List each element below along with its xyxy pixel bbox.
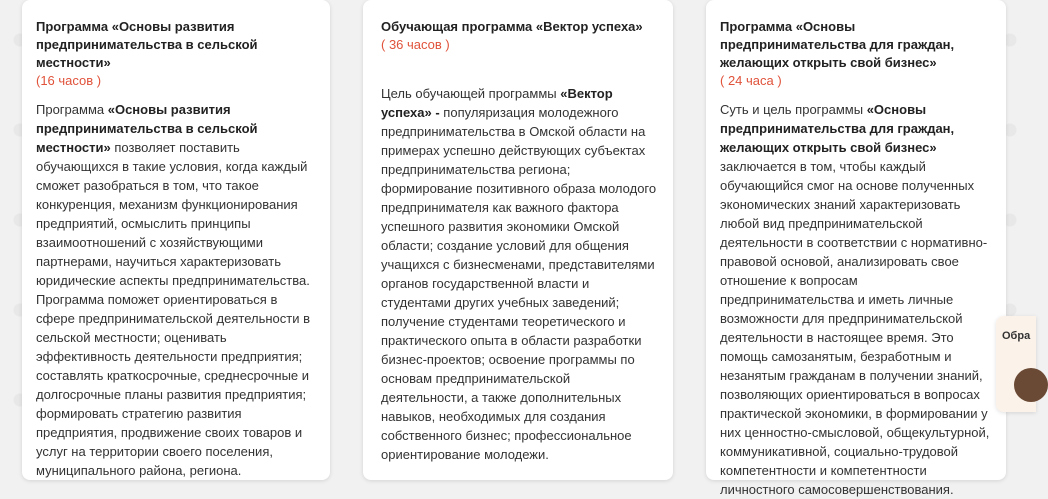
desc-body: позволяет поставить обучающихся в такие условия, когда каждый сможет разобраться в том, что такое конкуренция, механизм функционирования предприятий, осмыслить принципы взаимоотношений с хозяйствующими партнерами, научиться характеризовать юридические аспекты предпринимательства. Программа поможет ориентироваться в сфере предпринимательской деятельности в сельской местности; оценивать эффективность деятельности предприятия; составлять краткосрочные, среднесрочные и долгосрочные планы развития предприятия; формировать стратегию развития предприятия, продвижение своих товаров и услуг на территории своего поселения, муниципального района, региона. (36, 140, 311, 478)
side-tab-label: Обра (1002, 330, 1031, 342)
card-hours: (16 часов ) (36, 73, 102, 88)
card-description (36, 100, 316, 480)
desc-body: популяризация молодежного предпринимательства в Омской области на примерах успешно действующих субъектах предпринимательства региона; формирование позитивного образа молодого предпринимателя как важного фактора успешного развития экономики Омской области; создание условий для общения учащихся с бизнесменами, представителями органов государственной власти и студентами других учебных заведений; получение студентами теоретического и практического опыта в области разработки бизнес-проектов; освоение программы по основам предпринимательской деятельности, а также дополнительных навыков, необходимых для создания собственного бизнес; профессиональное ориентирование молодежи. (381, 105, 657, 462)
desc-prefix: Суть и цель программы (720, 102, 867, 117)
card-title: Программа «Основы предпринимательства для граждан, желающих открыть свой бизнес» (720, 19, 955, 70)
program-card-business (706, 0, 1006, 497)
program-card-rural (22, 0, 330, 480)
card-hours: ( 36 часов ) (381, 37, 450, 52)
card-description (381, 84, 659, 464)
feedback-side-tab[interactable] (996, 316, 1036, 412)
card-description (720, 100, 992, 499)
desc-body: заключается в том, чтобы каждый обучающийся смог на основе полученных экономических знаний характеризовать любой вид предпринимательской деятельности в соответствии с нормативно-правовой основой, анализировать свое отношение к вопросам предпринимательства и иметь личные возможности для предпринимательской деятельности в настоящее время. Это помощь самозанятым, безработным и незанятым гражданам в получении знаний, позволяющих ориентироваться в вопросах практической экономики, в формировании у них ценностно-смысловой, общекультурной, коммуникативной, социально-трудовой компетентности и компетентности личностного самосовершенствования. (720, 159, 990, 497)
desc-prefix: Цель обучающей программы (381, 86, 561, 101)
card-title: Программа «Основы развития предпринимательства в сельской местности» (36, 19, 258, 70)
desc-program-name: «Основы развития предпринимательства в сельской местности» (36, 102, 258, 155)
program-card-vector (363, 0, 673, 480)
avatar (1014, 368, 1048, 402)
card-hours: ( 24 часа ) (720, 73, 782, 88)
desc-program-name: «Вектор успеха» - (381, 86, 613, 120)
desc-program-name: «Основы предпринимательства для граждан, желающих открыть свой бизнес» (720, 102, 955, 155)
desc-prefix: Программа (36, 102, 108, 117)
card-title: Обучающая программа «Вектор успеха» (381, 19, 643, 34)
